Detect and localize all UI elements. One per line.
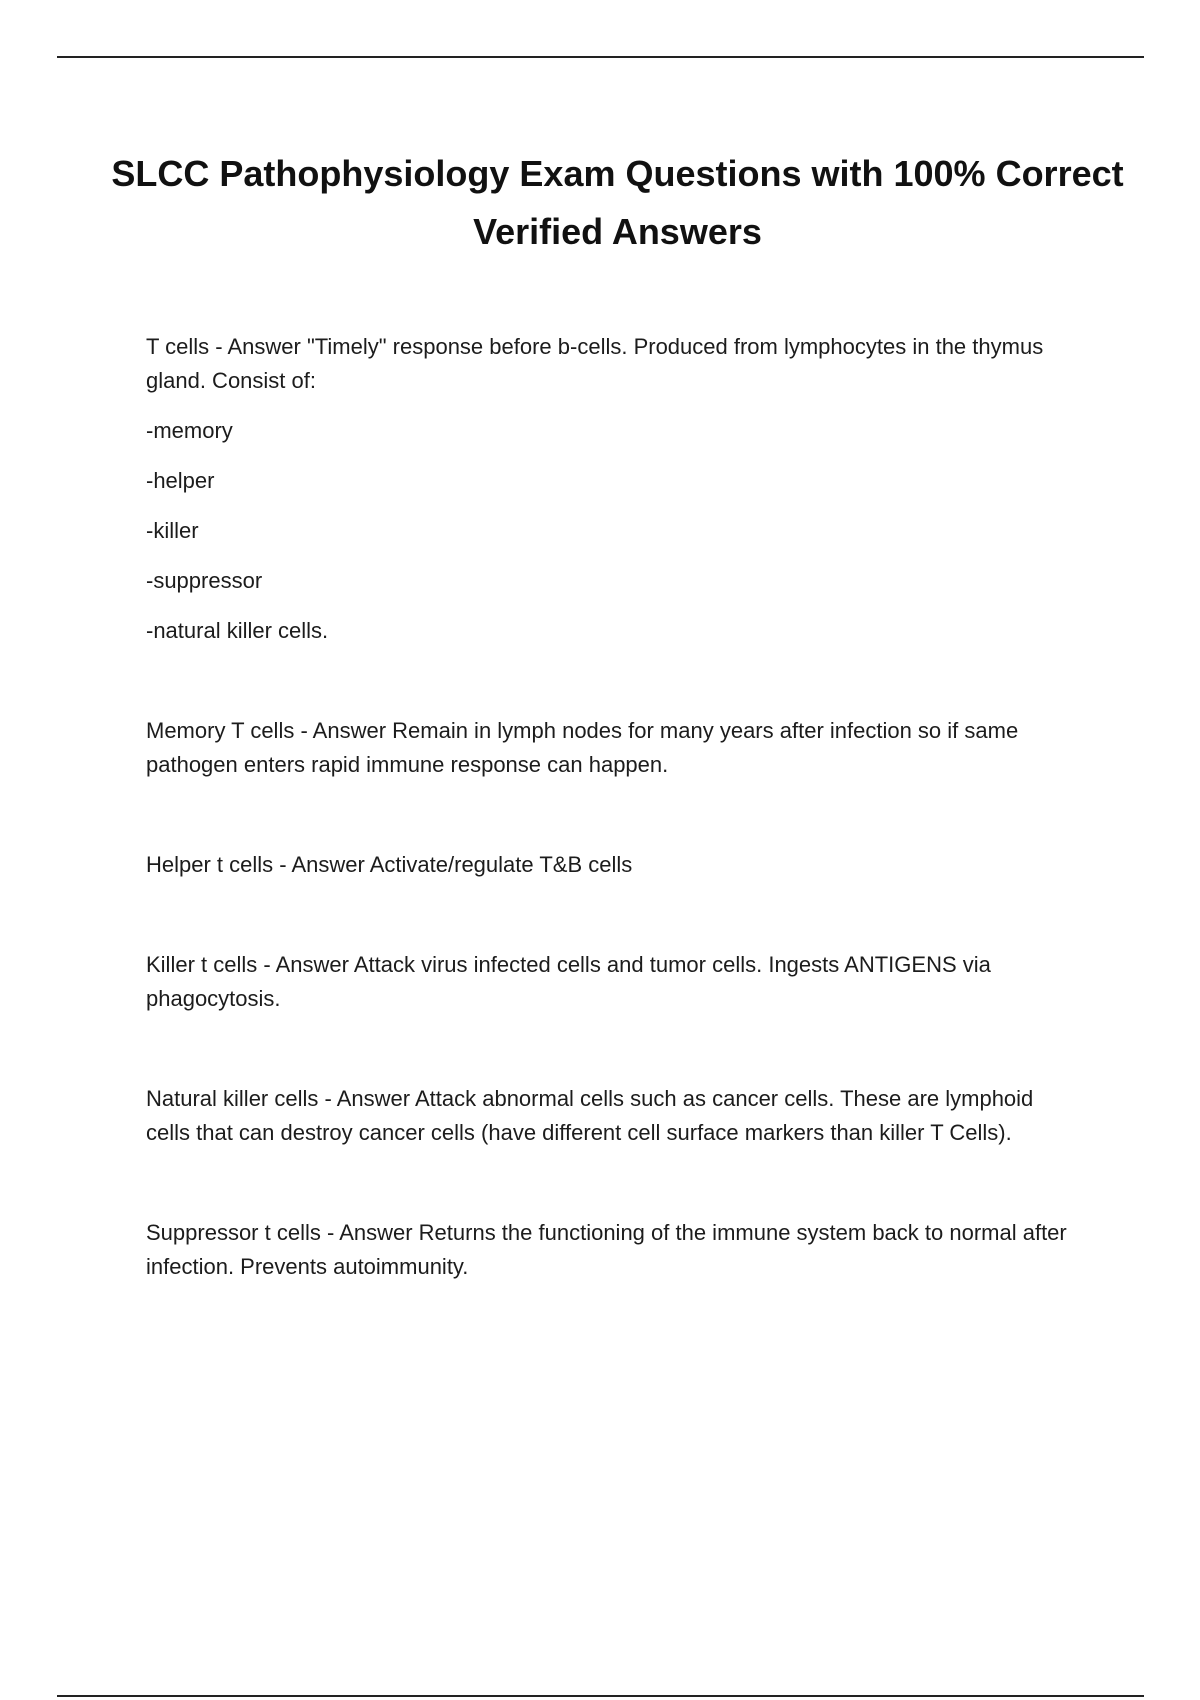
entry-killer-t-cells [146, 948, 1076, 1016]
document-title: SLCC Pathophysiology Exam Questions with 100% Correct Verified Answers [111, 153, 1124, 252]
list-item: -memory [146, 418, 233, 443]
list-item: -natural killer cells. [146, 618, 329, 643]
entry-text: Suppressor t cells - Answer Returns the functioning of the immune system back to normal after infection. Prevents autoimmunity. [146, 1220, 1067, 1279]
document-body [146, 330, 1076, 1284]
list-item: -suppressor [146, 568, 263, 593]
entry-suppressor-t-cells [146, 1216, 1076, 1284]
entry-text: Killer t cells - Answer Attack virus infected cells and tumor cells. Ingests ANTIGENS via phagocytosis. [146, 952, 991, 1011]
entry-text: Memory T cells - Answer Remain in lymph nodes for many years after infection so if same pathogen enters rapid immune response can happen. [146, 718, 1019, 777]
entry-natural-killer-cells [146, 1082, 1076, 1150]
list-item: -killer [146, 518, 199, 543]
list-item: -helper [146, 468, 215, 493]
entry-text: Natural killer cells - Answer Attack abnormal cells such as cancer cells. These are lymphoid cells that can destroy cancer cells (have different cell surface markers than killer T Cells). [146, 1086, 1034, 1145]
entry-helper-t-cells [146, 848, 1076, 882]
entry-text: T cells - Answer "Timely" response before b-cells. Produced from lymphocytes in the thymus gland. Consist of: [146, 334, 1044, 393]
header-rule [57, 56, 1144, 58]
entry-t-cells [146, 330, 1076, 648]
entry-text: Helper t cells - Answer Activate/regulate T&B cells [146, 852, 633, 877]
entry-memory-t-cells [146, 714, 1076, 782]
footer-rule [57, 1695, 1144, 1697]
